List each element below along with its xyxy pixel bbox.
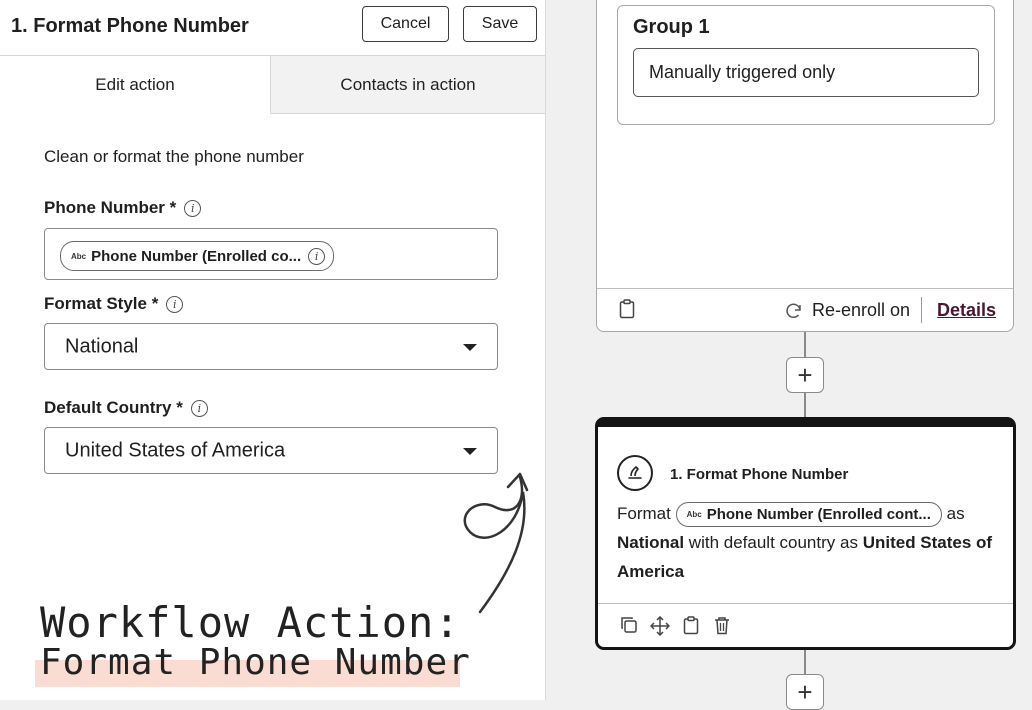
add-step-button[interactable] xyxy=(786,674,824,710)
tab-label: Contacts in action xyxy=(340,74,476,94)
default-country-value: United States of America xyxy=(65,439,286,461)
tab-label: Edit action xyxy=(95,75,175,94)
add-step-button[interactable] xyxy=(786,357,824,393)
action-footer xyxy=(598,603,1013,648)
enrollment-group-card[interactable] xyxy=(596,0,1014,332)
phone-number-label xyxy=(44,198,201,218)
format-phone-action-card[interactable] xyxy=(595,417,1016,650)
phone-format-icon xyxy=(617,455,653,491)
action-summary xyxy=(617,499,1002,586)
refresh-icon xyxy=(785,302,803,320)
info-icon[interactable]: i xyxy=(308,248,325,265)
tab-edit-action[interactable] xyxy=(0,56,271,114)
plus-icon: + xyxy=(797,676,813,707)
details-link[interactable]: Details xyxy=(937,300,997,320)
connector-line xyxy=(804,332,806,358)
default-country-label-text: Default Country * xyxy=(44,398,183,417)
format-style-select[interactable] xyxy=(44,323,498,370)
trash-icon[interactable] xyxy=(714,616,730,635)
default-country-select[interactable] xyxy=(44,427,498,474)
text-type-icon: Abc xyxy=(71,251,87,261)
summary-mid: with default country as xyxy=(688,533,858,552)
phone-number-field[interactable] xyxy=(44,228,498,280)
token-label: Phone Number (Enrolled co... xyxy=(91,247,302,265)
panel-header xyxy=(0,0,545,56)
clipboard-icon[interactable] xyxy=(683,616,699,635)
action-title: 1. Format Phone Number xyxy=(670,466,849,483)
info-icon[interactable]: i xyxy=(184,200,201,217)
connector-line xyxy=(804,393,806,417)
tab-contacts-in-action[interactable] xyxy=(271,56,545,114)
save-button[interactable]: Save xyxy=(463,6,537,42)
plus-icon: + xyxy=(797,359,813,390)
overlay-title-line-2: Format Phone Number xyxy=(40,642,471,683)
text-type-icon: Abc xyxy=(686,510,702,520)
format-style-value: National xyxy=(65,335,139,357)
clipboard-icon[interactable] xyxy=(619,299,635,319)
info-icon[interactable]: i xyxy=(166,296,183,313)
group-footer xyxy=(597,288,1013,333)
overlay-title-line-1: Workflow Action: xyxy=(40,598,461,647)
connector-line xyxy=(804,650,806,676)
move-icon[interactable] xyxy=(650,616,670,636)
chevron-down-icon xyxy=(463,448,477,455)
info-icon[interactable]: i xyxy=(191,400,208,417)
summary-style: National xyxy=(617,533,685,552)
default-country-label xyxy=(44,398,208,418)
panel-title: 1. Format Phone Number xyxy=(11,15,249,37)
format-style-label-text: Format Style * xyxy=(44,294,159,313)
reenroll-status xyxy=(785,300,910,321)
divider xyxy=(921,297,922,323)
summary-format: Format xyxy=(617,504,671,523)
summary-country: United States of America xyxy=(617,533,993,581)
format-style-label xyxy=(44,294,183,314)
copy-icon[interactable] xyxy=(620,616,638,634)
phone-number-label-text: Phone Number * xyxy=(44,198,177,217)
reenroll-label: Re-enroll on xyxy=(812,300,911,320)
group-box xyxy=(617,5,995,125)
group-title: Group 1 xyxy=(633,16,710,38)
chevron-down-icon xyxy=(463,344,477,351)
property-token[interactable] xyxy=(60,241,334,271)
property-token[interactable] xyxy=(676,502,942,527)
trigger-field[interactable]: Manually triggered only xyxy=(633,48,979,97)
summary-as: as xyxy=(946,504,965,523)
cancel-button[interactable]: Cancel xyxy=(362,6,449,42)
arrow-doodle xyxy=(455,462,540,617)
action-description: Clean or format the phone number xyxy=(44,147,304,166)
token-label: Phone Number (Enrolled cont... xyxy=(706,506,931,524)
